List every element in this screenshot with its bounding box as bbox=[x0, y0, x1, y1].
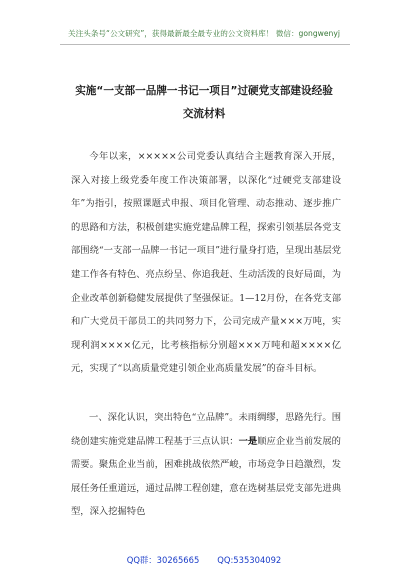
body-paragraph-1 bbox=[71, 145, 341, 381]
document-title-line-2: 交流材料 bbox=[182, 108, 226, 120]
paragraph-2-rest: 顺应企业当前发展的需要。聚焦企业当前，困难挑战依然严峻，市场竞争日趋激烈，发展任务任重道远，通过品牌工程创建，意在选树基层党支部先进典型，深入挖掘特色 bbox=[71, 435, 341, 518]
footer-contact bbox=[0, 554, 408, 566]
header-divider bbox=[60, 44, 350, 45]
body-paragraph-2 bbox=[71, 406, 341, 524]
paragraph-2-start: 一、深化认识，突出特色“立品牌”。未雨绸缪，思路先行。围绕创建实施党建品牌工程基于三点认识： bbox=[71, 412, 341, 447]
document-title-line-1: 实施“一支部一品牌一书记一项目”过硬党支部建设经验 bbox=[75, 85, 333, 97]
header-banner: 关注头条号“公文研究”，获得最新最全最专业的公文资料库！ 微信：gongwenyj bbox=[68, 29, 340, 38]
paragraph-1-text: 今年以来，×××××公司党委认真结合主题教育深入开展，深入对接上级党委年度工作决策部署，以深化“过硬党支部建设年”为指引，按照课题式申报、项目化管理、动态推动、逐步推广的思路和方法，积极创建实施党建品牌工程，探索引领基层各党支部围绕“一支部一品牌一书记一项目”进行量身打造，呈现出基层党建工作各有特色、亮点纷呈、你追我赶、生动活泼的良好局面，为企业改革创新稳健发展提供了坚强保证。1—12月份，在各党支部和广大党员干部员工的共同努力下，公司完成产量×××万吨，实现利润××××亿元，比考核指标分别超×××万吨和超××××亿元，实现了“以高质量党建引领企业高质量发展”的奋斗目标。 bbox=[71, 151, 341, 375]
footer-qq-group: QQ群：30265665 bbox=[126, 555, 200, 565]
paragraph-2-bold: 一是 bbox=[238, 435, 258, 447]
footer-qq: QQ:535304092 bbox=[217, 555, 282, 565]
